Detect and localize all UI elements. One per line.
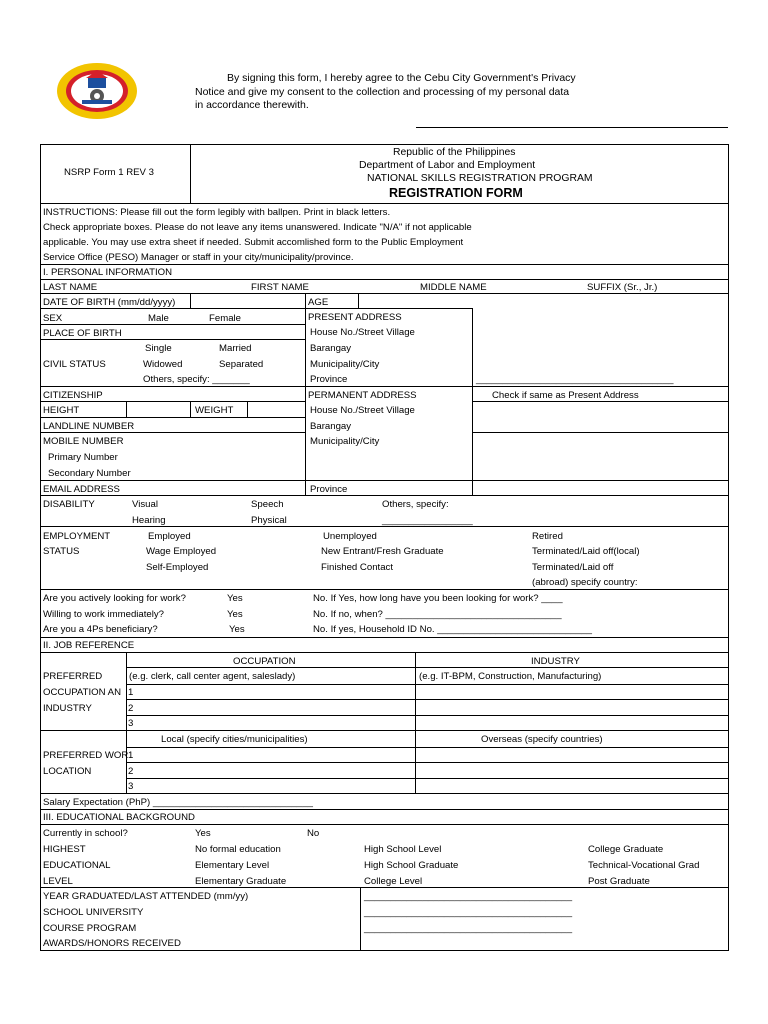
header-line: Department of Labor and Employment bbox=[359, 160, 536, 171]
instructions-line: Check appropriate boxes. Please do not leave any items unanswered. Indicate "N/A" if not applicable bbox=[43, 222, 472, 233]
height-field[interactable]: HEIGHT bbox=[43, 405, 80, 416]
present-province-line[interactable]: _____________________________________ bbox=[476, 374, 674, 385]
email-field[interactable]: EMAIL ADDRESS bbox=[43, 484, 120, 495]
age-field[interactable]: AGE bbox=[308, 297, 329, 308]
landline-field[interactable]: LANDLINE NUMBER bbox=[43, 421, 135, 432]
salary-expectation-field[interactable]: Salary Expectation (PhP) ______________________________ bbox=[43, 797, 313, 808]
same-as-present-checkbox[interactable]: Check if same as Present Address bbox=[492, 390, 639, 401]
employment-status-label: STATUS bbox=[43, 546, 80, 557]
form-title: REGISTRATION FORM bbox=[389, 186, 523, 200]
permanent-house-field[interactable]: House No./Street Village bbox=[310, 405, 415, 416]
wage-employed-option[interactable]: Wage Employed bbox=[146, 546, 217, 557]
4ps-no-option[interactable]: No. If yes, Household ID No. _____________________________ bbox=[313, 624, 592, 635]
civil-widowed-option[interactable]: Widowed bbox=[143, 359, 183, 370]
instructions-line: applicable. You may use extra sheet if needed. Submit accomlished form to the Public Employment bbox=[43, 237, 464, 248]
in-school-label: Currently in school? bbox=[43, 828, 128, 839]
edu-option[interactable]: High School Level bbox=[364, 844, 442, 855]
employment-label: EMPLOYMENT bbox=[43, 531, 111, 542]
permanent-address-label: PERMANENT ADDRESS bbox=[308, 390, 417, 401]
self-employed-option[interactable]: Self-Employed bbox=[146, 562, 209, 573]
permanent-province-field[interactable]: Province bbox=[310, 484, 348, 495]
preferred-location-label: PREFERRED WOR bbox=[43, 750, 129, 761]
preferred-occupation-label: OCCUPATION AN bbox=[43, 687, 121, 698]
industry-header: INDUSTRY bbox=[531, 656, 580, 667]
instructions-line: INSTRUCTIONS: Please fill out the form legibly with ballpen. Print in black letters. bbox=[43, 207, 391, 218]
edu-option[interactable]: Elementary Graduate bbox=[195, 876, 287, 887]
form-code: NSRP Form 1 REV 3 bbox=[64, 167, 154, 178]
permanent-barangay-field[interactable]: Barangay bbox=[310, 421, 352, 432]
header-line: Republic of the Philippines bbox=[393, 147, 516, 158]
disability-speech-option[interactable]: Speech bbox=[251, 499, 284, 510]
occupation-row-3[interactable]: 3 bbox=[128, 718, 134, 729]
willing-no-option[interactable]: No. If no, when? _________________________________ bbox=[313, 609, 562, 620]
weight-field[interactable]: WEIGHT bbox=[195, 405, 234, 416]
dob-field[interactable]: DATE OF BIRTH (mm/dd/yyyy) bbox=[43, 297, 176, 308]
occupation-header: OCCUPATION bbox=[233, 656, 296, 667]
question-4ps: Are you a 4Ps beneficiary? bbox=[43, 624, 158, 635]
edu-option[interactable]: No formal education bbox=[195, 844, 281, 855]
unemployed-option[interactable]: Unemployed bbox=[323, 531, 377, 542]
present-house-field[interactable]: House No./Street Village bbox=[310, 327, 415, 338]
sex-female-option[interactable]: Female bbox=[209, 313, 241, 324]
preferred-location-label: LOCATION bbox=[43, 766, 92, 777]
occupation-row-1[interactable]: 1 bbox=[128, 687, 134, 698]
question-looking: Are you actively looking for work? bbox=[43, 593, 186, 604]
section-heading: III. EDUCATIONAL BACKGROUND bbox=[43, 812, 195, 823]
edu-option[interactable]: Elementary Level bbox=[195, 860, 270, 871]
preferred-occupation-label: PREFERRED bbox=[43, 671, 103, 682]
finished-contract-option[interactable]: Finished Contact bbox=[321, 562, 393, 573]
last-name-field[interactable]: LAST NAME bbox=[43, 282, 98, 293]
civil-married-option[interactable]: Married bbox=[219, 343, 252, 354]
abroad-country-field[interactable]: (abroad) specify country: bbox=[532, 577, 638, 588]
edu-option[interactable]: College Level bbox=[364, 876, 423, 887]
educational-level-label: LEVEL bbox=[43, 876, 73, 887]
terminated-local-option[interactable]: Terminated/Laid off(local) bbox=[532, 546, 640, 557]
present-province-field[interactable]: Province bbox=[310, 374, 348, 385]
overseas-header: Overseas (specify countries) bbox=[481, 734, 603, 745]
place-of-birth-field[interactable]: PLACE OF BIRTH bbox=[43, 328, 122, 339]
new-entrant-option[interactable]: New Entrant/Fresh Graduate bbox=[321, 546, 444, 557]
disability-physical-option[interactable]: Physical bbox=[251, 515, 287, 526]
disability-label: DISABILITY bbox=[43, 499, 95, 510]
present-address-label: PRESENT ADDRESS bbox=[308, 312, 402, 323]
disability-hearing-option[interactable]: Hearing bbox=[132, 515, 166, 526]
occupation-row-2[interactable]: 2 bbox=[128, 703, 134, 714]
looking-yes-option[interactable]: Yes bbox=[227, 593, 243, 604]
middle-name-field[interactable]: MIDDLE NAME bbox=[420, 282, 487, 293]
civil-others-field[interactable]: Others, specify: _______ bbox=[143, 374, 250, 385]
present-municipality-field[interactable]: Municipality/City bbox=[310, 359, 380, 370]
city-seal-logo bbox=[56, 62, 138, 120]
course-field[interactable]: COURSE PROGRAM bbox=[43, 923, 137, 934]
location-row-2[interactable]: 2 bbox=[128, 766, 134, 777]
school-field[interactable]: SCHOOL UNIVERSITY bbox=[43, 907, 144, 918]
edu-option[interactable]: College Graduate bbox=[588, 844, 664, 855]
willing-yes-option[interactable]: Yes bbox=[227, 609, 243, 620]
awards-field[interactable]: AWARDS/HONORS RECEIVED bbox=[43, 938, 181, 949]
in-school-yes-option[interactable]: Yes bbox=[195, 828, 211, 839]
education-answer-line[interactable]: _______________________________________ bbox=[364, 891, 573, 902]
occupation-example: (e.g. clerk, call center agent, saleslady) bbox=[129, 671, 296, 682]
signature-line[interactable] bbox=[416, 127, 728, 128]
year-graduated-field[interactable]: YEAR GRADUATED/LAST ATTENDED (mm/yy) bbox=[43, 891, 249, 902]
disability-others-field[interactable]: _________________ bbox=[382, 515, 473, 526]
civil-status-label: CIVIL STATUS bbox=[43, 359, 106, 370]
edu-option[interactable]: Post Graduate bbox=[588, 876, 650, 887]
education-answer-line[interactable]: _______________________________________ bbox=[364, 923, 573, 934]
sex-male-option[interactable]: Male bbox=[148, 313, 169, 324]
first-name-field[interactable]: FIRST NAME bbox=[251, 282, 309, 293]
present-barangay-field[interactable]: Barangay bbox=[310, 343, 352, 354]
section-heading: I. PERSONAL INFORMATION bbox=[43, 267, 172, 278]
section-heading: II. JOB REFERENCE bbox=[43, 640, 135, 651]
mobile-label: MOBILE NUMBER bbox=[43, 436, 124, 447]
local-header: Local (specify cities/municipalities) bbox=[161, 734, 308, 745]
education-answer-line[interactable]: _______________________________________ bbox=[364, 907, 573, 918]
looking-no-option[interactable]: No. If Yes, how long have you been looking for work? ____ bbox=[313, 593, 563, 604]
sex-label: SEX bbox=[43, 313, 63, 324]
preferred-occupation-label: INDUSTRY bbox=[43, 703, 92, 714]
instructions-line: Service Office (PESO) Manager or staff in your city/municipality/province. bbox=[43, 252, 354, 263]
location-row-1[interactable]: 1 bbox=[128, 750, 134, 761]
citizenship-field[interactable]: CITIZENSHIP bbox=[43, 390, 103, 401]
suffix-field[interactable]: SUFFIX (Sr., Jr.) bbox=[587, 282, 658, 293]
primary-number-field[interactable]: Primary Number bbox=[48, 452, 118, 463]
terminated-abroad-option[interactable]: Terminated/Laid off bbox=[532, 562, 614, 573]
4ps-yes-option[interactable]: Yes bbox=[229, 624, 245, 635]
educational-level-label: EDUCATIONAL bbox=[43, 860, 111, 871]
retired-option[interactable]: Retired bbox=[532, 531, 563, 542]
civil-separated-option[interactable]: Separated bbox=[219, 359, 264, 370]
civil-single-option[interactable]: Single bbox=[145, 343, 172, 354]
employed-option[interactable]: Employed bbox=[148, 531, 191, 542]
educational-level-label: HIGHEST bbox=[43, 844, 86, 855]
edu-option[interactable]: Technical-Vocational Grad bbox=[588, 860, 700, 871]
in-school-no-option[interactable]: No bbox=[307, 828, 320, 839]
permanent-municipality-field[interactable]: Municipality/City bbox=[310, 436, 380, 447]
edu-option[interactable]: High School Graduate bbox=[364, 860, 459, 871]
question-willing: Willing to work immediately? bbox=[43, 609, 165, 620]
privacy-consent-text: By signing this form, I hereby agree to the Cebu City Government's Privacy Notice and give my consent to the collection and processing of my personal data in accordance therewith. bbox=[195, 72, 576, 111]
header-line: NATIONAL SKILLS REGISTRATION PROGRAM bbox=[367, 173, 593, 184]
location-row-3[interactable]: 3 bbox=[128, 781, 134, 792]
industry-example: (e.g. IT-BPM, Construction, Manufacturing) bbox=[419, 671, 602, 682]
disability-visual-option[interactable]: Visual bbox=[132, 499, 158, 510]
secondary-number-field[interactable]: Secondary Number bbox=[48, 468, 131, 479]
disability-others-label: Others, specify: bbox=[382, 499, 449, 510]
